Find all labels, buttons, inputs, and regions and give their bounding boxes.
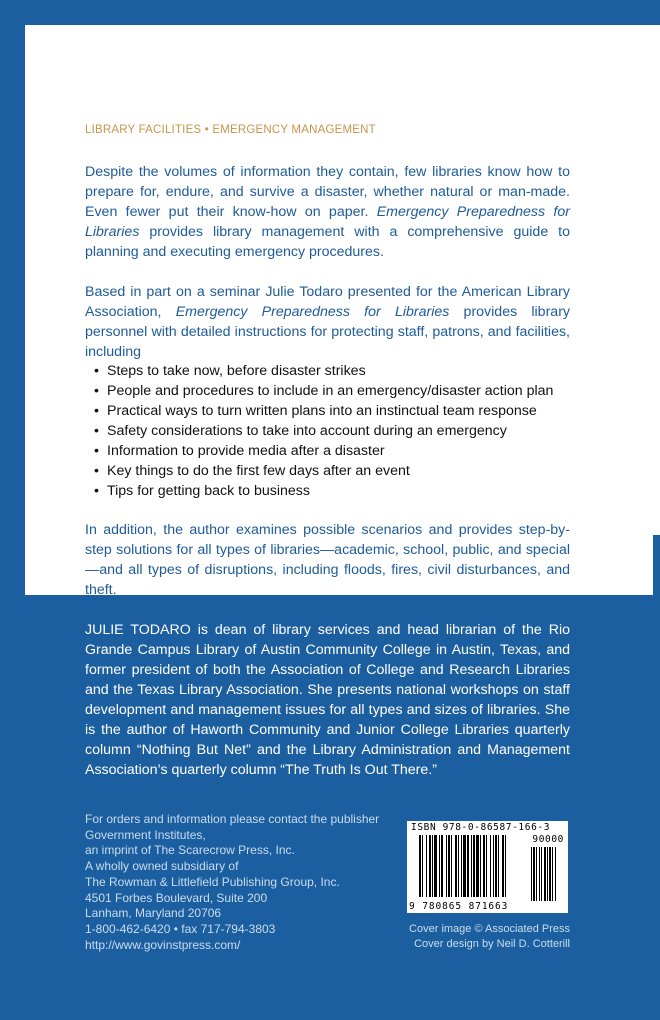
barcode-bar xyxy=(463,835,466,897)
bullet-icon: • xyxy=(94,383,99,399)
feature-list xyxy=(94,361,574,501)
barcode-bar xyxy=(419,835,421,897)
publisher-line: Government Institutes, xyxy=(85,827,206,842)
cover-credits xyxy=(409,922,570,952)
cover-image-credit: Cover image © Associated Press xyxy=(409,923,570,935)
list-item: • People and procedures to include in an emergency/disaster action plan xyxy=(94,383,554,399)
bullet-icon: • xyxy=(94,483,99,499)
publisher-line: Lanham, Maryland 20706 xyxy=(85,906,222,921)
barcode-bar xyxy=(498,835,499,897)
barcode-bar xyxy=(458,835,459,897)
barcode-bar xyxy=(493,835,494,897)
author-bio: JULIE TODARO is dean of library services and head librarian of the Rio Grande Campus Library of Austin Community College in Austin, Texas, and former president of both the Association of College and Research Libraries and the Texas Library Association. She presents national workshops on staff development and management issues for all types and sizes of libraries. She is the author of Haworth Community and Junior College Libraries quarterly column “Nothing But Net” and the Library Administration and Management Association’s quarterly column “The Truth Is Out There.” xyxy=(85,622,570,778)
barcode-bar xyxy=(490,835,491,897)
list-item: • Information to provide media after a disaster xyxy=(94,443,385,459)
barcode-bar xyxy=(480,835,481,897)
isbn-barcode xyxy=(407,821,568,913)
barcode-bar xyxy=(549,847,551,901)
bullet-icon: • xyxy=(94,403,99,419)
publisher-line: For orders and information please contact the publisher xyxy=(85,812,380,826)
barcode-bar xyxy=(426,835,427,897)
barcode-bar xyxy=(483,835,485,897)
intro-paragraph-2: Based in part on a seminar Julie Todaro presented for the American Library Association, Emergency Preparedness for Libraries provides library personnel with detailed instructions for protecting staff, patrons, and facilities, including xyxy=(85,284,571,360)
barcode-bar xyxy=(448,835,450,897)
barcode-bar xyxy=(533,847,535,901)
price-code: 90000 xyxy=(532,834,564,845)
barcode-bar xyxy=(422,835,423,897)
publisher-line: an imprint of The Scarecrow Press, Inc. xyxy=(85,843,295,858)
cover-design-credit: Cover design by Neil D. Cotterill xyxy=(414,938,570,950)
barcode-bar xyxy=(531,847,532,901)
publisher-line: A wholly owned subsidiary of xyxy=(85,859,239,874)
publisher-line: 4501 Forbes Boulevard, Suite 200 xyxy=(85,890,268,905)
barcode-bar xyxy=(541,847,542,901)
barcode-bar xyxy=(446,835,447,897)
bullet-icon: • xyxy=(94,363,99,379)
barcode-bar xyxy=(544,847,546,901)
bullet-icon: • xyxy=(94,463,99,479)
publisher-line: The Rowman & Littlefield Publishing Group, Inc. xyxy=(85,874,340,889)
barcode-bar xyxy=(536,847,537,901)
barcode-bar xyxy=(495,835,497,897)
barcode-bar xyxy=(555,847,556,901)
barcode-bar xyxy=(505,835,506,897)
category-label: LIBRARY FACILITIES • EMERGENCY MANAGEMENT xyxy=(85,124,376,136)
list-item: • Safety considerations to take into account during an emergency xyxy=(94,423,507,439)
list-item: • Steps to take now, before disaster strikes xyxy=(94,363,366,379)
barcode-bar xyxy=(502,835,504,897)
closing-paragraph: In addition, the author examines possible scenarios and provides step-by-step solutions for all types of libraries—academic, school, public, and special—and all types of disruptions, including floods, fires, civil disturbances, and theft. xyxy=(85,522,570,598)
publisher-info xyxy=(85,812,415,953)
decorative-strip xyxy=(653,25,660,535)
barcode-bar xyxy=(476,835,479,897)
barcode-bar xyxy=(471,835,472,897)
barcode-icon xyxy=(407,821,568,913)
list-item: • Practical ways to turn written plans into an instinctual team response xyxy=(94,403,537,419)
barcode-bar xyxy=(441,835,443,897)
list-item: • Tips for getting back to business xyxy=(94,483,310,499)
barcode-number: 9 780865 871663 xyxy=(409,901,509,912)
intro-paragraph-1: Despite the volumes of information they contain, few libraries know how to prepare for, endure, and survive a disaster, whether natural or man-made. Even fewer put their know-how on paper. Emergency Preparedness for Libraries provides library management with a comprehensive guide to planning and executing emergency procedures. xyxy=(85,164,570,260)
barcode-bar xyxy=(429,835,431,897)
barcode-bar xyxy=(434,835,437,897)
barcode-bar xyxy=(461,835,462,897)
list-item: • Key things to do the first few days after an event xyxy=(94,463,410,479)
barcode-bar xyxy=(451,835,452,897)
book-title: Emergency Preparedness for Libraries xyxy=(175,304,450,320)
publisher-url: http://www.govinstpress.com/ xyxy=(85,937,241,952)
bullet-icon: • xyxy=(94,443,99,459)
barcode-bar xyxy=(547,847,548,901)
bullet-icon: • xyxy=(94,423,99,439)
book-title: Emergency Preparedness for Libraries xyxy=(85,204,570,240)
barcode-bar xyxy=(486,835,487,897)
barcode-bar xyxy=(455,835,457,897)
barcode-bar xyxy=(432,835,433,897)
isbn-label: ISBN 978-0-86587-166-3 xyxy=(411,822,551,833)
publisher-line: 1-800-462-6420 • fax 717-794-3803 xyxy=(85,921,276,936)
barcode-bar xyxy=(467,835,469,897)
barcode-bar xyxy=(552,847,553,901)
barcode-bar xyxy=(439,835,440,897)
barcode-bar xyxy=(539,847,540,901)
barcode-bar xyxy=(473,835,475,897)
